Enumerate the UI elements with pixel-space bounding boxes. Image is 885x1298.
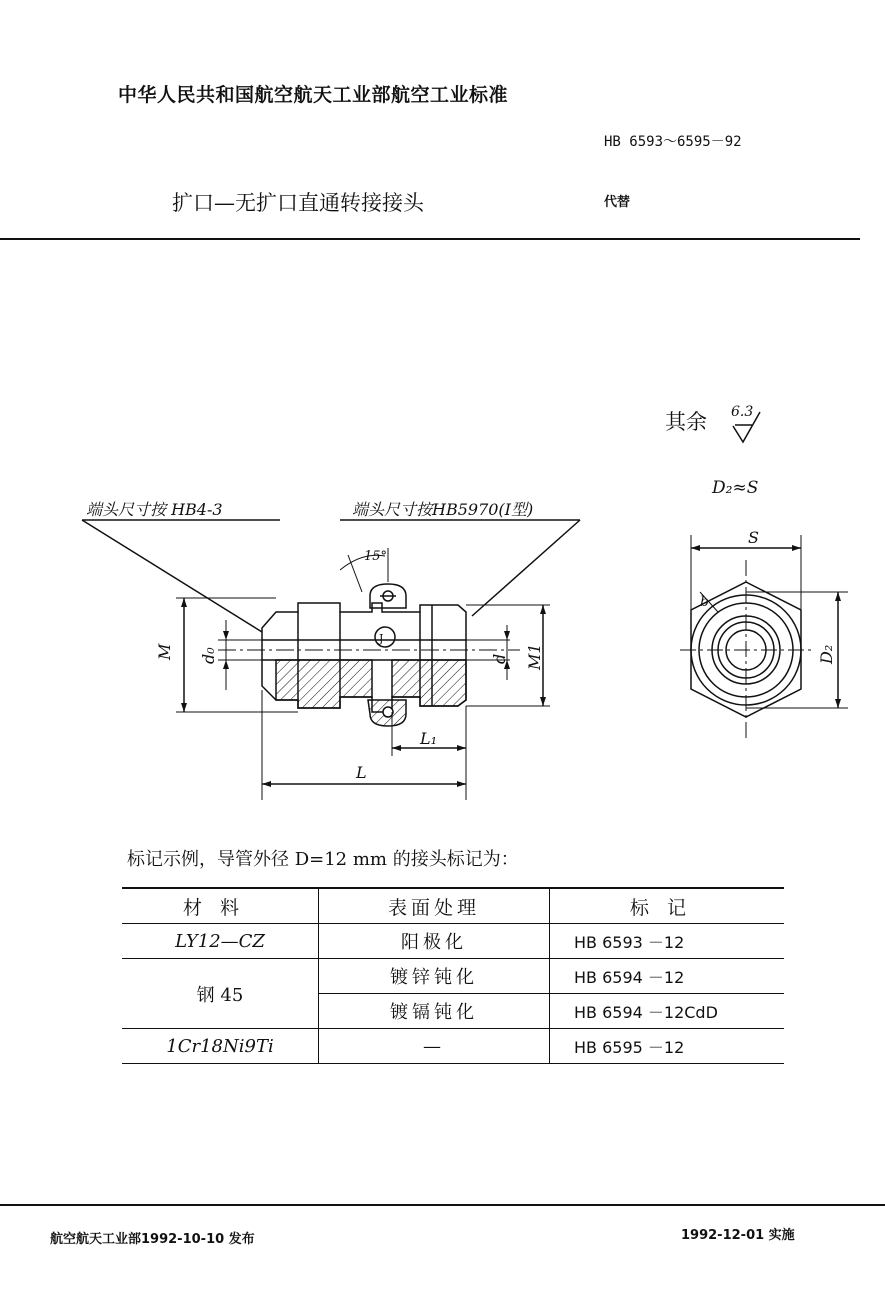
hex-note: D₂≈S [712, 478, 759, 498]
material-cell: 钢 45 [122, 959, 319, 1029]
marking-example-text: 标记示例，导管外径 D=12 mm 的接头标记为： [127, 849, 519, 870]
material-cell: 1Cr18Ni9Ti [122, 1029, 319, 1064]
dim-b: b [700, 594, 709, 610]
hex-end-view [680, 560, 812, 742]
dim-d0: d₀ [199, 647, 218, 664]
issued-date: 航空航天工业部1992-10-10 发布 [50, 1232, 255, 1247]
surface-roughness-rest: 其余 [665, 410, 707, 434]
mark-j-circle [375, 627, 395, 647]
marking-cell: HB 6593 －12 [550, 924, 785, 959]
treatment-cell: — [319, 1029, 550, 1064]
table-row [122, 1029, 784, 1064]
issuing-organization: 中华人民共和国航空航天工业部航空工业标准 [118, 84, 509, 106]
dim-L1: L₁ [420, 729, 438, 748]
roughness-symbol [733, 412, 760, 442]
document-title: 扩口—无扩口直通转接接头 [172, 191, 424, 215]
callout-right: 端头尺寸按HB5970(Ⅰ型) [352, 500, 534, 519]
marking-cell: HB 6594 －12CdD [550, 994, 785, 1029]
marking-cell: HB 6594 －12 [550, 959, 785, 994]
marking-table [122, 887, 784, 1064]
dim-M: M [155, 643, 174, 660]
header-marking: 标记 [550, 888, 785, 924]
footer-rule [0, 1204, 885, 1206]
table-row [122, 959, 784, 994]
dim-S: S [748, 528, 759, 547]
dim-M1: M1 [525, 643, 544, 670]
callout-left: 端头尺寸按 HB4-3 [86, 500, 223, 519]
mark-j: J [379, 632, 384, 645]
roughness-value: 6.3 [731, 404, 754, 420]
supersedes-label: 代替 [604, 195, 631, 210]
marking-cell: HB 6595 －12 [550, 1029, 785, 1064]
treatment-cell: 阳极化 [319, 924, 550, 959]
treatment-cell: 镀镉钝化 [319, 994, 550, 1029]
standard-number: HB 6593～6595－92 [604, 134, 742, 150]
material-cell: LY12—CZ [122, 924, 319, 959]
angle-label: 15° [364, 549, 388, 564]
table-header-row [122, 888, 784, 924]
dim-L: L [356, 763, 367, 782]
header-treatment: 表面处理 [319, 888, 550, 924]
dim-D2: D₂ [817, 644, 836, 664]
treatment-cell: 镀锌钝化 [319, 959, 550, 994]
table-row [122, 924, 784, 959]
dim-d: d [490, 653, 509, 664]
header-material: 材料 [122, 888, 319, 924]
implemented-date: 1992-12-01 实施 [681, 1228, 795, 1243]
